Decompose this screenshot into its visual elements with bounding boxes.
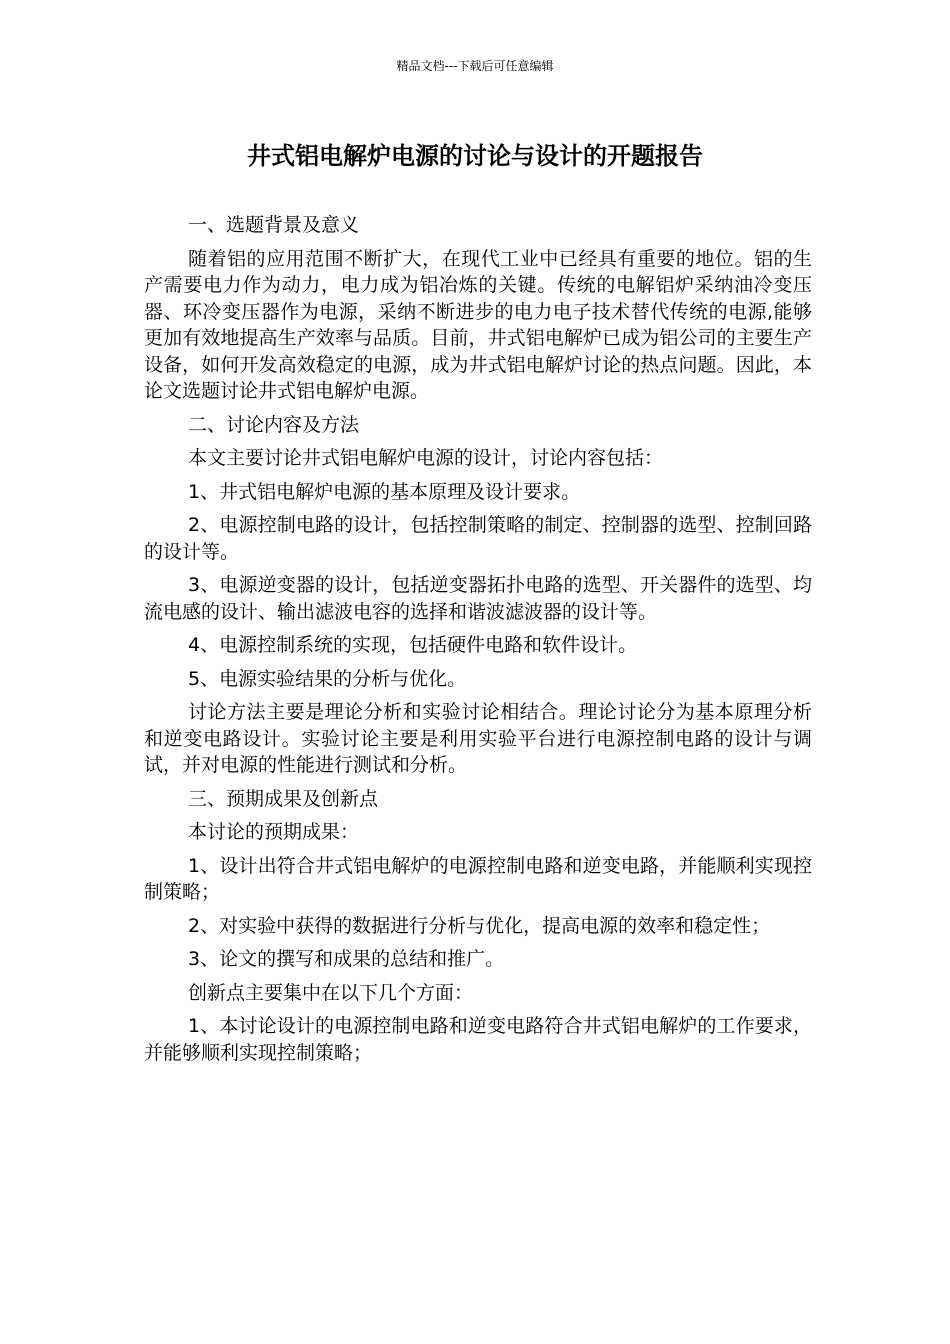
page-header: 精品文档---下载后可任意编辑 [396, 59, 554, 73]
list-item-content-2: 2、电源控制电路的设计，包括控制策略的制定、控制器的选型、控制回路的设计等。 [144, 514, 812, 563]
section-heading-background: 一、选题背景及意义 [188, 214, 360, 236]
paragraph-background: 随着铝的应用范围不断扩大，在现代工业中已经具有重要的地位。铝的生产需要电力作为动力，电力成为铝冶炼的关键。传统的电解铝炉采纳油冷变压器、环冷变压器作为电源，采纳不断进步的电力电子技术替代传统的电源,能够更加有效地提高生产效率与品质。目前，井式铝电解炉已成为铝公司的主要生产设备，如何开发高效稳定的电源，成为井式铝电解炉讨论的热点问题。因此，本论文选题讨论井式铝电解炉电源。 [144, 247, 812, 402]
paragraph-results-intro: 本讨论的预期成果： [188, 821, 360, 843]
list-item-results-3: 3、论文的撰写和成果的总结和推广。 [188, 948, 505, 970]
paragraph-method: 讨论方法主要是理论分析和实验讨论相结合。理论讨论分为基本原理分析和逆变电路设计。实验讨论主要是利用实验平台进行电源控制电路的设计与调试，并对电源的性能进行测试和分析。 [144, 701, 812, 776]
list-item-content-5: 5、电源实验结果的分析与优化。 [188, 667, 467, 690]
list-item-content-3: 3、电源逆变器的设计，包括逆变器拓扑电路的选型、开关器件的选型、均流电感的设计、输出滤波电容的选择和谐波滤波器的设计等。 [144, 574, 812, 623]
paragraph-innovation-intro: 创新点主要集中在以下几个方面： [188, 981, 474, 1004]
list-item-content-4: 4、电源控制系统的实现，包括硬件电路和软件设计。 [188, 634, 638, 656]
list-item-innovation-1: 1、本讨论设计的电源控制电路和逆变电路符合井式铝电解炉的工作要求，并能够顺利实现控制策略； [144, 1015, 812, 1064]
section-heading-content-method: 二、讨论内容及方法 [188, 413, 360, 436]
list-item-results-1: 1、设计出符合井式铝电解炉的电源控制电路和逆变电路，并能顺利实现控制策略； [144, 854, 812, 903]
list-item-content-1: 1、井式铝电解炉电源的基本原理及设计要求。 [188, 480, 581, 503]
list-item-results-2: 2、对实验中获得的数据进行分析与优化，提高电源的效率和稳定性； [188, 914, 771, 937]
paragraph-content-intro: 本文主要讨论井式铝电解炉电源的设计，讨论内容包括： [188, 447, 664, 469]
document-title: 井式铝电解炉电源的讨论与设计的开题报告 [247, 142, 703, 170]
section-heading-results-innovation: 三、预期成果及创新点 [188, 787, 379, 810]
document-body [144, 212, 812, 1073]
